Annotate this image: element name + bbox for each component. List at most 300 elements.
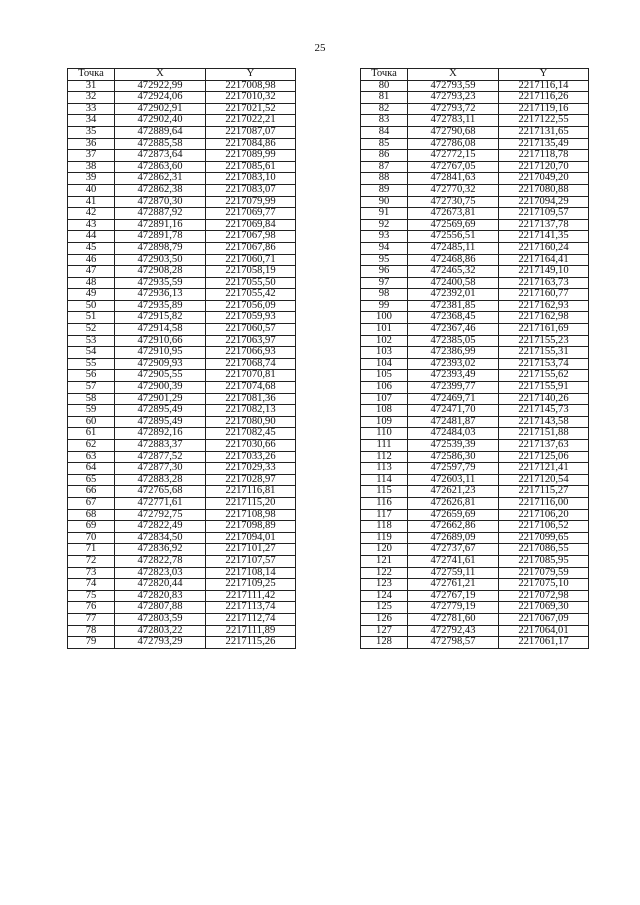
cell-point: 109	[361, 416, 408, 428]
cell-y: 2217060,57	[206, 324, 296, 336]
cell-y: 2217135,49	[499, 138, 589, 150]
cell-x: 472761,21	[408, 579, 499, 591]
cell-point: 91	[361, 208, 408, 220]
cell-x: 472905,55	[115, 370, 206, 382]
table-row	[361, 532, 589, 544]
cell-point: 90	[361, 196, 408, 208]
table-row	[361, 555, 589, 567]
cell-y: 2217116,81	[206, 486, 296, 498]
cell-y: 2217118,78	[499, 150, 589, 162]
cell-point: 108	[361, 405, 408, 417]
table-row	[68, 416, 296, 428]
cell-point: 93	[361, 231, 408, 243]
cell-point: 103	[361, 347, 408, 359]
cell-point: 87	[361, 161, 408, 173]
table-row	[361, 277, 589, 289]
table-row	[361, 115, 589, 127]
cell-x: 472820,44	[115, 579, 206, 591]
table-row	[361, 254, 589, 266]
cell-x: 472730,75	[408, 196, 499, 208]
cell-point: 115	[361, 486, 408, 498]
table-row	[361, 463, 589, 475]
cell-y: 2217145,73	[499, 405, 589, 417]
header-x: X	[115, 69, 206, 81]
table-row	[68, 312, 296, 324]
cell-point: 126	[361, 613, 408, 625]
table-row	[68, 613, 296, 625]
cell-point: 119	[361, 532, 408, 544]
table-row	[68, 103, 296, 115]
cell-point: 120	[361, 544, 408, 556]
cell-x: 472823,03	[115, 567, 206, 579]
cell-x: 472481,87	[408, 416, 499, 428]
coordinates-table-left	[67, 68, 296, 649]
cell-y: 2217116,00	[499, 497, 589, 509]
cell-point: 39	[68, 173, 115, 185]
cell-y: 2217079,99	[206, 196, 296, 208]
cell-x: 472673,81	[408, 208, 499, 220]
cell-y: 2217120,70	[499, 161, 589, 173]
cell-y: 2217155,31	[499, 347, 589, 359]
table-row	[68, 161, 296, 173]
cell-y: 2217089,99	[206, 150, 296, 162]
cell-y: 2217059,93	[206, 312, 296, 324]
cell-y: 2217120,54	[499, 474, 589, 486]
cell-y: 2217115,20	[206, 497, 296, 509]
cell-y: 2217094,01	[206, 532, 296, 544]
table-row	[68, 579, 296, 591]
table-row	[361, 416, 589, 428]
cell-point: 69	[68, 521, 115, 533]
cell-point: 118	[361, 521, 408, 533]
cell-y: 2217081,36	[206, 393, 296, 405]
cell-y: 2217067,86	[206, 242, 296, 254]
table-row	[361, 324, 589, 336]
cell-point: 100	[361, 312, 408, 324]
cell-x: 472877,30	[115, 463, 206, 475]
cell-y: 2217067,09	[499, 613, 589, 625]
cell-point: 84	[361, 126, 408, 138]
cell-point: 101	[361, 324, 408, 336]
cell-point: 34	[68, 115, 115, 127]
cell-point: 125	[361, 602, 408, 614]
cell-point: 31	[68, 80, 115, 92]
table-row	[361, 370, 589, 382]
page-number: 25	[314, 42, 326, 54]
cell-y: 2217122,55	[499, 115, 589, 127]
table-row	[361, 173, 589, 185]
cell-y: 2217119,16	[499, 103, 589, 115]
cell-x: 472770,32	[408, 184, 499, 196]
table-row	[361, 405, 589, 417]
cell-point: 58	[68, 393, 115, 405]
cell-point: 85	[361, 138, 408, 150]
table-row	[361, 544, 589, 556]
cell-y: 2217108,14	[206, 567, 296, 579]
cell-x: 472597,79	[408, 463, 499, 475]
cell-x: 472539,39	[408, 440, 499, 452]
cell-y: 2217101,27	[206, 544, 296, 556]
cell-y: 2217083,10	[206, 173, 296, 185]
cell-point: 106	[361, 382, 408, 394]
cell-y: 2217008,98	[206, 80, 296, 92]
cell-point: 128	[361, 637, 408, 649]
cell-y: 2217151,88	[499, 428, 589, 440]
header-point: Точка	[68, 69, 115, 81]
table-row	[68, 544, 296, 556]
cell-point: 107	[361, 393, 408, 405]
cell-x: 472935,89	[115, 300, 206, 312]
cell-x: 472659,69	[408, 509, 499, 521]
cell-x: 472885,58	[115, 138, 206, 150]
table-row	[361, 312, 589, 324]
cell-x: 472793,29	[115, 637, 206, 649]
cell-y: 2217162,93	[499, 300, 589, 312]
cell-x: 472898,79	[115, 242, 206, 254]
table-row	[68, 335, 296, 347]
table-row	[68, 555, 296, 567]
coordinates-table-right	[360, 68, 589, 649]
cell-point: 63	[68, 451, 115, 463]
cell-y: 2217082,13	[206, 405, 296, 417]
cell-y: 2217085,61	[206, 161, 296, 173]
cell-point: 50	[68, 300, 115, 312]
cell-x: 472484,03	[408, 428, 499, 440]
cell-y: 2217115,26	[206, 637, 296, 649]
cell-y: 2217055,42	[206, 289, 296, 301]
cell-y: 2217030,66	[206, 440, 296, 452]
cell-y: 2217072,98	[499, 590, 589, 602]
cell-x: 472368,45	[408, 312, 499, 324]
cell-x: 472915,82	[115, 312, 206, 324]
table-row	[68, 451, 296, 463]
cell-y: 2217084,86	[206, 138, 296, 150]
table-row	[68, 463, 296, 475]
table-row	[68, 590, 296, 602]
cell-point: 92	[361, 219, 408, 231]
cell-y: 2217058,19	[206, 266, 296, 278]
cell-y: 2217022,21	[206, 115, 296, 127]
cell-x: 472381,85	[408, 300, 499, 312]
cell-y: 2217155,62	[499, 370, 589, 382]
table-row	[361, 613, 589, 625]
cell-y: 2217082,45	[206, 428, 296, 440]
cell-x: 472386,99	[408, 347, 499, 359]
table-row	[68, 474, 296, 486]
cell-x: 472586,30	[408, 451, 499, 463]
cell-point: 71	[68, 544, 115, 556]
cell-point: 64	[68, 463, 115, 475]
cell-point: 61	[68, 428, 115, 440]
cell-point: 95	[361, 254, 408, 266]
table-row	[68, 184, 296, 196]
table-row	[68, 80, 296, 92]
cell-x: 472892,16	[115, 428, 206, 440]
cell-x: 472793,23	[408, 92, 499, 104]
cell-point: 67	[68, 497, 115, 509]
cell-point: 116	[361, 497, 408, 509]
cell-y: 2217106,20	[499, 509, 589, 521]
table-row	[68, 567, 296, 579]
table-row	[68, 92, 296, 104]
cell-x: 472900,39	[115, 382, 206, 394]
cell-y: 2217067,98	[206, 231, 296, 243]
cell-y: 2217137,63	[499, 440, 589, 452]
cell-y: 2217111,42	[206, 590, 296, 602]
cell-y: 2217080,88	[499, 184, 589, 196]
cell-x: 472621,23	[408, 486, 499, 498]
cell-x: 472909,93	[115, 358, 206, 370]
cell-point: 41	[68, 196, 115, 208]
cell-x: 472863,60	[115, 161, 206, 173]
cell-point: 62	[68, 440, 115, 452]
cell-point: 123	[361, 579, 408, 591]
cell-point: 78	[68, 625, 115, 637]
cell-y: 2217155,23	[499, 335, 589, 347]
cell-point: 70	[68, 532, 115, 544]
cell-point: 94	[361, 242, 408, 254]
cell-y: 2217108,98	[206, 509, 296, 521]
cell-point: 110	[361, 428, 408, 440]
cell-x: 472399,77	[408, 382, 499, 394]
cell-y: 2217064,01	[499, 625, 589, 637]
table-row	[361, 138, 589, 150]
cell-point: 105	[361, 370, 408, 382]
cell-x: 472873,64	[115, 150, 206, 162]
table-row	[361, 266, 589, 278]
cell-point: 46	[68, 254, 115, 266]
cell-x: 472393,49	[408, 370, 499, 382]
cell-y: 2217056,09	[206, 300, 296, 312]
cell-y: 2217116,26	[499, 92, 589, 104]
cell-y: 2217160,24	[499, 242, 589, 254]
cell-y: 2217086,55	[499, 544, 589, 556]
cell-x: 472862,38	[115, 184, 206, 196]
table-row	[68, 289, 296, 301]
cell-y: 2217021,52	[206, 103, 296, 115]
cell-point: 33	[68, 103, 115, 115]
cell-y: 2217085,95	[499, 555, 589, 567]
cell-x: 472385,05	[408, 335, 499, 347]
cell-point: 99	[361, 300, 408, 312]
cell-x: 472901,29	[115, 393, 206, 405]
cell-point: 72	[68, 555, 115, 567]
header-y: Y	[206, 69, 296, 81]
cell-point: 36	[68, 138, 115, 150]
cell-x: 472902,40	[115, 115, 206, 127]
cell-x: 472895,49	[115, 416, 206, 428]
cell-y: 2217111,89	[206, 625, 296, 637]
table-row	[361, 300, 589, 312]
table-row	[68, 219, 296, 231]
cell-x: 472807,88	[115, 602, 206, 614]
table-row	[361, 242, 589, 254]
table-row	[68, 637, 296, 649]
cell-point: 51	[68, 312, 115, 324]
cell-x: 472367,46	[408, 324, 499, 336]
table-row	[68, 126, 296, 138]
cell-point: 77	[68, 613, 115, 625]
table-row	[68, 173, 296, 185]
cell-y: 2217033,26	[206, 451, 296, 463]
cell-point: 49	[68, 289, 115, 301]
cell-x: 472771,61	[115, 497, 206, 509]
table-row	[361, 509, 589, 521]
cell-y: 2217131,65	[499, 126, 589, 138]
cell-x: 472834,50	[115, 532, 206, 544]
cell-x: 472767,05	[408, 161, 499, 173]
cell-point: 35	[68, 126, 115, 138]
cell-x: 472793,72	[408, 103, 499, 115]
cell-y: 2217069,77	[206, 208, 296, 220]
table-row	[361, 161, 589, 173]
table-row	[68, 497, 296, 509]
cell-point: 57	[68, 382, 115, 394]
table-row	[68, 521, 296, 533]
cell-point: 98	[361, 289, 408, 301]
cell-y: 2217162,98	[499, 312, 589, 324]
table-row	[361, 335, 589, 347]
cell-x: 472792,43	[408, 625, 499, 637]
cell-x: 472792,75	[115, 509, 206, 521]
cell-y: 2217099,65	[499, 532, 589, 544]
table-row	[361, 289, 589, 301]
table-row	[68, 602, 296, 614]
cell-x: 472783,11	[408, 115, 499, 127]
table-row	[68, 393, 296, 405]
cell-point: 48	[68, 277, 115, 289]
table-row	[361, 358, 589, 370]
cell-x: 472924,06	[115, 92, 206, 104]
table-row	[361, 567, 589, 579]
cell-point: 38	[68, 161, 115, 173]
table-row	[361, 590, 589, 602]
cell-x: 472877,52	[115, 451, 206, 463]
cell-x: 472870,30	[115, 196, 206, 208]
cell-point: 89	[361, 184, 408, 196]
table-header-row	[361, 69, 589, 81]
cell-point: 44	[68, 231, 115, 243]
cell-point: 81	[361, 92, 408, 104]
table-row	[68, 231, 296, 243]
cell-x: 472922,99	[115, 80, 206, 92]
cell-point: 37	[68, 150, 115, 162]
cell-point: 66	[68, 486, 115, 498]
cell-y: 2217098,89	[206, 521, 296, 533]
table-row	[68, 138, 296, 150]
header-x: X	[408, 69, 499, 81]
cell-x: 472765,68	[115, 486, 206, 498]
table-row	[361, 184, 589, 196]
cell-x: 472798,57	[408, 637, 499, 649]
table-row	[361, 440, 589, 452]
cell-point: 53	[68, 335, 115, 347]
cell-point: 56	[68, 370, 115, 382]
cell-x: 472891,16	[115, 219, 206, 231]
cell-x: 472935,59	[115, 277, 206, 289]
cell-y: 2217063,97	[206, 335, 296, 347]
cell-x: 472772,15	[408, 150, 499, 162]
cell-y: 2217160,77	[499, 289, 589, 301]
table-row	[361, 219, 589, 231]
cell-x: 472803,59	[115, 613, 206, 625]
cell-x: 472902,91	[115, 103, 206, 115]
cell-y: 2217069,30	[499, 602, 589, 614]
cell-point: 111	[361, 440, 408, 452]
cell-y: 2217143,58	[499, 416, 589, 428]
cell-point: 52	[68, 324, 115, 336]
cell-y: 2217074,68	[206, 382, 296, 394]
table-row	[68, 254, 296, 266]
table-row	[361, 637, 589, 649]
table-row	[361, 486, 589, 498]
cell-y: 2217080,90	[206, 416, 296, 428]
cell-point: 59	[68, 405, 115, 417]
cell-point: 122	[361, 567, 408, 579]
cell-x: 472465,32	[408, 266, 499, 278]
table-row	[68, 196, 296, 208]
cell-x: 472786,08	[408, 138, 499, 150]
cell-y: 2217066,93	[206, 347, 296, 359]
cell-x: 472841,63	[408, 173, 499, 185]
cell-point: 47	[68, 266, 115, 278]
table-row	[68, 509, 296, 521]
cell-point: 45	[68, 242, 115, 254]
cell-y: 2217087,07	[206, 126, 296, 138]
cell-point: 43	[68, 219, 115, 231]
cell-x: 472767,19	[408, 590, 499, 602]
cell-point: 97	[361, 277, 408, 289]
cell-x: 472883,37	[115, 440, 206, 452]
cell-y: 2217049,20	[499, 173, 589, 185]
cell-y: 2217141,35	[499, 231, 589, 243]
cell-x: 472910,66	[115, 335, 206, 347]
cell-y: 2217029,33	[206, 463, 296, 475]
cell-x: 472468,86	[408, 254, 499, 266]
table-row	[361, 92, 589, 104]
cell-point: 96	[361, 266, 408, 278]
cell-x: 472793,59	[408, 80, 499, 92]
table-row	[361, 602, 589, 614]
cell-y: 2217106,52	[499, 521, 589, 533]
table-row	[68, 358, 296, 370]
table-row	[361, 625, 589, 637]
table-row	[361, 428, 589, 440]
table-row	[361, 231, 589, 243]
cell-x: 472936,13	[115, 289, 206, 301]
table-row	[68, 300, 296, 312]
cell-x: 472689,09	[408, 532, 499, 544]
table-row	[68, 405, 296, 417]
cell-point: 60	[68, 416, 115, 428]
cell-x: 472883,28	[115, 474, 206, 486]
cell-x: 472914,58	[115, 324, 206, 336]
cell-y: 2217125,06	[499, 451, 589, 463]
cell-point: 83	[361, 115, 408, 127]
cell-y: 2217068,74	[206, 358, 296, 370]
cell-point: 76	[68, 602, 115, 614]
cell-x: 472469,71	[408, 393, 499, 405]
cell-x: 472781,60	[408, 613, 499, 625]
cell-y: 2217028,97	[206, 474, 296, 486]
cell-point: 74	[68, 579, 115, 591]
table-row	[68, 150, 296, 162]
table-row	[68, 625, 296, 637]
table-row	[361, 521, 589, 533]
cell-x: 472737,67	[408, 544, 499, 556]
table-row	[68, 324, 296, 336]
cell-point: 79	[68, 637, 115, 649]
